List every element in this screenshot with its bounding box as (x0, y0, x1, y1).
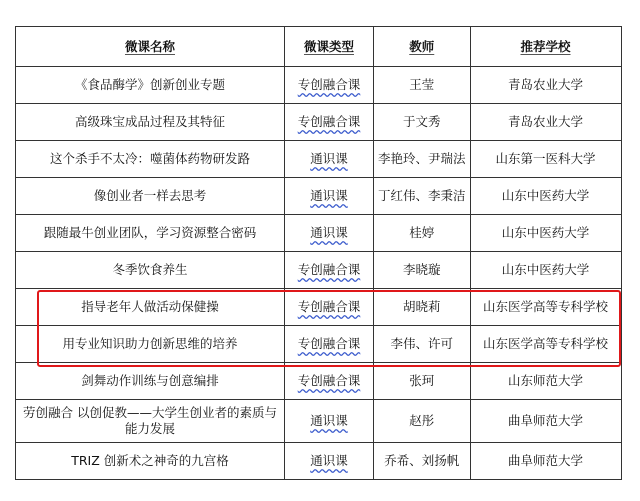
cell-course-type (285, 443, 374, 480)
cell-course-name: 指导老年人做活动保健操 (16, 289, 285, 326)
cell-teacher: 李伟、许可 (374, 326, 471, 363)
cell-course-type (285, 215, 374, 252)
cell-school: 山东医学高等专科学校 (470, 289, 621, 326)
cell-course-type (285, 400, 374, 443)
table-row (16, 443, 622, 480)
table-row (16, 67, 622, 104)
cell-course-name: TRIZ 创新术之神奇的九宫格 (16, 443, 285, 480)
course-table (15, 26, 622, 480)
cell-school: 山东医学高等专科学校 (470, 326, 621, 363)
cell-teacher: 李艳玲、尹瑞法 (374, 141, 471, 178)
cell-course-name: 《食品酶学》创新创业专题 (16, 67, 285, 104)
cell-teacher: 张珂 (374, 363, 471, 400)
cell-course-name: 这个杀手不太冷：噬菌体药物研发路 (16, 141, 285, 178)
cell-course-type (285, 363, 374, 400)
cell-teacher: 于文秀 (374, 104, 471, 141)
cell-course-name: 高级珠宝成品过程及其特征 (16, 104, 285, 141)
cell-school: 山东师范大学 (470, 363, 621, 400)
cell-school: 曲阜师范大学 (470, 443, 621, 480)
course-type-label: 专创融合课 (297, 114, 361, 129)
cell-school: 山东中医药大学 (470, 215, 621, 252)
course-type-label: 通识课 (310, 188, 348, 203)
cell-teacher: 李晓璇 (374, 252, 471, 289)
cell-teacher: 赵彤 (374, 400, 471, 443)
course-type-label: 专创融合课 (297, 336, 361, 351)
course-type-label: 通识课 (310, 413, 348, 428)
course-type-label: 专创融合课 (297, 262, 361, 277)
header-school: 推荐学校 (470, 27, 621, 67)
cell-course-name: 劳创融合 以创促教——大学生创业者的素质与能力发展 (16, 400, 285, 443)
cell-school: 山东中医药大学 (470, 178, 621, 215)
cell-course-type (285, 141, 374, 178)
cell-school: 曲阜师范大学 (470, 400, 621, 443)
table-row (16, 400, 622, 443)
table-row (16, 104, 622, 141)
cell-course-type (285, 67, 374, 104)
cell-teacher: 王莹 (374, 67, 471, 104)
table-row (16, 178, 622, 215)
cell-course-type (285, 326, 374, 363)
cell-course-name: 像创业者一样去思考 (16, 178, 285, 215)
table-row (16, 215, 622, 252)
course-type-label: 通识课 (310, 151, 348, 166)
table-row (16, 141, 622, 178)
table-row (16, 363, 622, 400)
cell-school: 青岛农业大学 (470, 67, 621, 104)
header-teacher: 教师 (374, 27, 471, 67)
cell-teacher: 丁红伟、李秉洁 (374, 178, 471, 215)
cell-course-type (285, 178, 374, 215)
cell-school: 山东中医药大学 (470, 252, 621, 289)
cell-course-type (285, 104, 374, 141)
cell-teacher: 胡晓莉 (374, 289, 471, 326)
cell-course-name: 冬季饮食养生 (16, 252, 285, 289)
course-type-label: 通识课 (310, 225, 348, 240)
cell-school: 青岛农业大学 (470, 104, 621, 141)
table-header-row (16, 27, 622, 67)
header-course-type: 微课类型 (285, 27, 374, 67)
table-row-highlighted (16, 289, 622, 326)
cell-course-name: 跟随最牛创业团队，学习资源整合密码 (16, 215, 285, 252)
course-type-label: 专创融合课 (297, 77, 361, 92)
course-type-label: 专创融合课 (297, 373, 361, 388)
cell-teacher: 桂婷 (374, 215, 471, 252)
course-type-label: 通识课 (310, 453, 348, 468)
cell-school: 山东第一医科大学 (470, 141, 621, 178)
cell-teacher: 乔希、刘扬帆 (374, 443, 471, 480)
header-course-name: 微课名称 (16, 27, 285, 67)
cell-course-type (285, 289, 374, 326)
cell-course-type (285, 252, 374, 289)
table-row-highlighted (16, 326, 622, 363)
course-type-label: 专创融合课 (297, 299, 361, 314)
cell-course-name: 用专业知识助力创新思维的培养 (16, 326, 285, 363)
table-row (16, 252, 622, 289)
cell-course-name: 剑舞动作训练与创意编排 (16, 363, 285, 400)
